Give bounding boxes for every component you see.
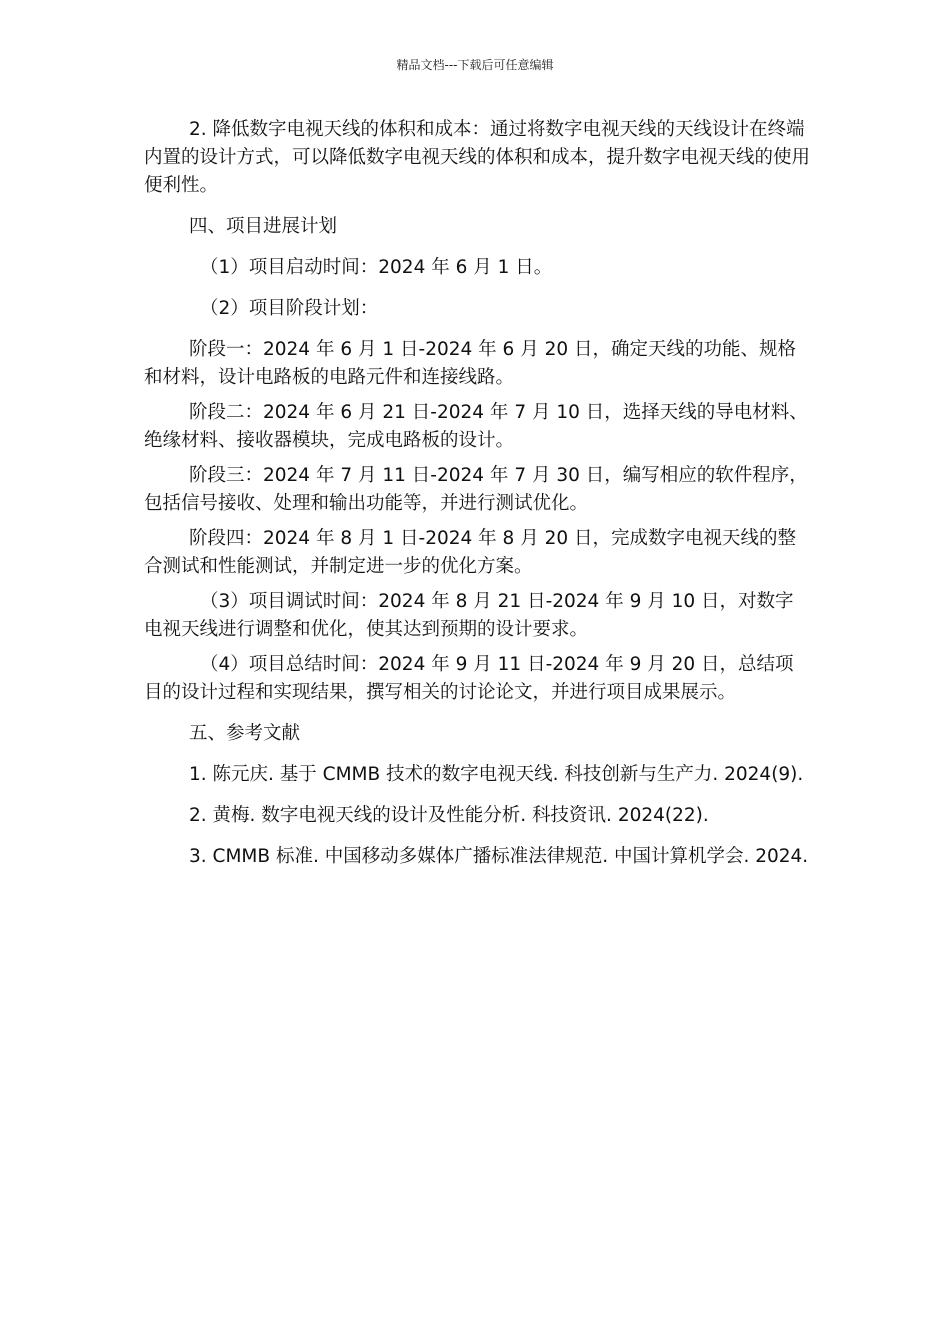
paragraph-stage-three: 阶段三：2024 年 7 月 11 日-2024 年 7 月 30 日，编写相应的软件程序，包括信号接收、处理和输出功能等，并进行测试优化。 (144, 465, 808, 514)
paragraph-stage-plan: （2）项目阶段计划： (200, 298, 379, 319)
paragraph-start-time: （1）项目启动时间：2024 年 6 月 1 日。 (200, 257, 553, 278)
page-header: 精品文档---下载后可任意编辑 (396, 58, 554, 72)
paragraph-stage-two: 阶段二：2024 年 6 月 21 日-2024 年 7 月 10 日，选择天线的导电材料、绝缘材料、接收器模块，完成电路板的设计。 (144, 402, 808, 451)
reference-item-2: 2. 黄梅. 数字电视天线的设计及性能分析. 科技资讯. 2024(22). (189, 805, 709, 826)
section-heading-progress-plan: 四、项目进展计划 (189, 216, 338, 237)
paragraph-debug-time: （3）项目调试时间：2024 年 8 月 21 日-2024 年 9 月 10 日，对数字电视天线进行调整和优化，使其达到预期的设计要求。 (144, 591, 794, 640)
section-heading-references: 五、参考文献 (189, 723, 301, 744)
paragraph-stage-one: 阶段一：2024 年 6 月 1 日-2024 年 6 月 20 日，确定天线的功能、规格和材料，设计电路板的电路元件和连接线路。 (144, 339, 796, 388)
reference-item-3: 3. CMMB 标准. 中国移动多媒体广播标准法律规范. 中国计算机学会. 2024. (189, 846, 809, 867)
reference-item-1: 1. 陈元庆. 基于 CMMB 技术的数字电视天线. 科技创新与生产力. 2024(9). (189, 764, 804, 785)
document-body (144, 116, 810, 884)
paragraph-stage-four: 阶段四：2024 年 8 月 1 日-2024 年 8 月 20 日，完成数字电视天线的整合测试和性能测试，并制定进一步的优化方案。 (144, 528, 796, 577)
paragraph-summary-time: （4）项目总结时间：2024 年 9 月 11 日-2024 年 9 月 20 日，总结项目的设计过程和实现结果，撰写相关的讨论论文，并进行项目成果展示。 (144, 654, 794, 703)
paragraph-reduce-size-cost: 2. 降低数字电视天线的体积和成本：通过将数字电视天线的天线设计在终端内置的设计方式，可以降低数字电视天线的体积和成本，提升数字电视天线的使用便利性。 (144, 119, 811, 196)
